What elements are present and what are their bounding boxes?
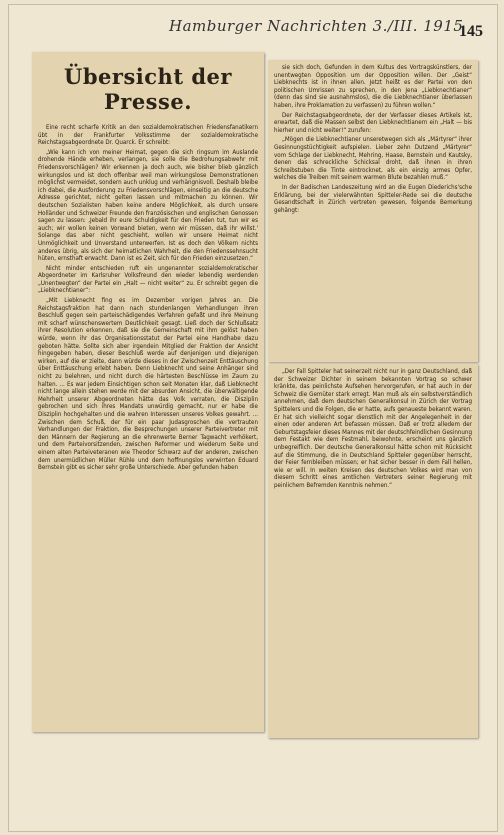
clipping-paragraph: „Mögen die Liebknechtianer unseretwegen sich als „Märtyrer“ ihrer Gesinnungstüchtigkeit aufspielen. Lieber zehn Dutzend „Märtyrer“ vom Schlage der Liebknecht, Mehring, Haase, Bernstein und Kautsky, denen das schreckliche Schicksal droht, daß ihnen in ihren Schreibstuben die Tinte eintrocknet, als ein einzig armes Opfer, welches die Treiben mit seinem warmen Blute bezahlen muß.“ bbox=[274, 136, 472, 182]
page-number: 145 bbox=[459, 23, 483, 40]
clipping-paragraph: „Mit Liebknecht fing es im Dezember vorigen Jahres an. Die Reichstagsfraktion hat dann nach stundenlangen Verhandlungen ihren Beschluß gegen sein parteischädigendes Verfahren gefaßt und ihre Meinung mit scharf wünschenswertem Deutlichkeit gesagt. Ließ doch der Schlußsatz ihrer Resolution erkennen, daß sie die Gemeinschaft mit ihm gelöst haben würde, wenn ihr das Organisationsstatut der Partei eine Handhabe dazu geboten hätte. Sollte sich aber irgendein Mitglied der Fraktion der Ansicht hingegeben haben, dieser Beschluß werde auf denjenigen und diejenigen wirken, auf die er zielte, dann würde dieses in der Zwischenzeit Enttäuschung über Enttäuschung erlebt haben. Denn Liebknecht und seine Anhänger sind nicht zu belehren, und nicht durch die härtesten Beschlüsse im Zaum zu halten. ... Es war jedem Einsichtigen schon seit Monaten klar, daß Liebknecht nicht lange allein stehen werde mit der absurden Ansicht, die überwältigende Mehrheit unserer Abgeordneten hätte das Volk verraten, die Disziplin gebrochen und sich ihres Mandats unwürdig gemacht, nur er habe die Disziplin hochgehalten und die wahren Interessen unseres Volkes gewahrt. ... Zwischen dem Schuß, der für ein paar Judasgroschen die vertrauten Verhandlungen der Fraktion, die Besprechungen unserer Parteivertreter mit den Männern der Regierung an die ehrenwerte Berner Tagwacht verhökert, und dem Parteivorsitzenden, zwischen Reformer und wiederum Seite und einem alten Parteiveteranen wie Theodor Schwarz auf der anderen, zwischen dem unermüdlichen Müller Rühle und dem hoffnungslos verwirrten Eduard Bernstein gibt es sicher sehr große Unterschiede. Aber gefunden haben bbox=[38, 297, 258, 472]
clipping-paragraph: „Der Fall Spitteler hat seinerzeit nicht nur in ganz Deutschland, daß der Schweizer Dichter in seinem bekannten Vortrag so schwer kränkte, das peinlichste Aufsehen hervorgerufen, er hat auch in der Schweiz die Gemüter stark erregt. Man muß als ein selbstverständlich annehmen, daß dem deutschen Generalkonsul in Zürich der Vortrag Spittelers und die Folgen, die er hatte, aufs genaueste bekannt waren. Er hat sich vielleicht sogar dienstlich mit der Angelegenheit in der einen oder anderen Art befassen müssen. Daß er trotz alledem der Geburtstagsfeier dieses Mannes mit der deutschfeindlichen Gesinnung dem Festakt wie dem Festmahl, beiwohnte, erscheint uns gänzlich unbegreiflich. Der deutsche Generalkonsul hätte schon mit Rücksicht auf die Stimmung, die in Deutschland Spitteler gegenüber herrscht, der Feier fernbleiben müssen; er hat sicher besser in dem Fall hellen, wie er will. In weiten Kreisen des deutschen Volkes wird man von diesem Schritt eines amtlichen Vertreters seiner Regierung mit peinlichem Befremden Kenntnis nehmen.“ bbox=[274, 368, 472, 489]
clipping-paragraph: Nicht minder entschieden ruft ein ungenannter sozialdemokratischer Abgeordneter im Karlsruher Volksfreund den wieder lebendig werdenden „Unentwegten“ der Partei ein „Halt — nicht weiter“ zu. Er schreibt gegen die „Liebknechtianer“: bbox=[38, 264, 258, 295]
clipping-paragraph: „Wie kann ich von meiner Heimat, gegen die sich ringsum im Auslande drohende Hände erheben, verlangen, sie solle die Bedrohungsabwehr mit Friedensvorschlägen? Wir erkennen ja doch auch, wie bisher blieb gänzlich wirkungslos und ist doch offenbar weil man wirkungslose Demonstrationen möglichst vermeidet, sondern auch unklug und verhängnisvoll. Deshalb bleibe ich dabei, die Ausforderung zu Friedensvorschlägen, einseitig an die deutsche Adresse gerichtet, nicht gelten lassen und mitmachen zu können. Wir deutschen Sozialisten haben keine andere Möglichkeit, als durch unsere Holländer und Schweizer Freunde den französischen und englischen Genossen sagen zu lassen: ‚Jebald ihr eure Schuldigkeit für den Frieden tut, tun wir es auch; wir wollen keinen Vorwand bieten, wenn wir müssen, daß ihr willst.' Solange das aber nicht geschieht, wollen wir unsere Heimat nicht Unmöglichkeit und Unverstand unterwerfen. Ist es doch den Völkern nichts anderes übrig, als sich der heimatlichen Wahrheit, die den Friedenssehnsucht hüten, ernsthaft erwacht. Dann ist es Zeit, sich für den Frieden einzusetzen.“ bbox=[38, 148, 258, 263]
clipping-headline: Übersicht der Presse. bbox=[64, 64, 232, 114]
clipping-paragraph: Eine recht scharfe Kritik an den sozialdemokratischen Friedensfanatikern übt in der Frankfurter Volksstimme der sozialdemokratische Reichstagsabgeordnete Dr. Quarck. Er schreibt: bbox=[38, 124, 258, 147]
clipping-paragraph: sie sich doch, Gefunden in dem Kultus des Vortragskünstlers, der unentwegten Opposition um der Opposition willen. Der „Geist“ Liebknechts ist in ihnen allen. Jetzt heißt es der Partei von den politischen Umrissen zu sprechen, in den Jena „Liebknechtianer“ (denn das sind sie ausnahmslos), die die Liebknechtianer überlassen haben, ihre Proklamation zu verfassen) zu führen wollen.“ bbox=[274, 64, 472, 109]
newspaper-clipping-right-bottom bbox=[268, 364, 478, 738]
clipping-paragraph: Der Reichstagsabgeordnete, der der Verfasser dieses Artikels ist, erwartet, daß die Massen selbst den Liebknechtianern ein „Halt — bis hierher und nicht weiter!“ zurufen: bbox=[274, 111, 472, 134]
newspaper-clipping-left bbox=[32, 52, 264, 732]
handwritten-source-note: Hamburger Nachrichten 3./III. 1915 bbox=[169, 17, 464, 35]
clipping-paragraph: In der Badischen Landeszeitung wird an die Eugen Diederichs'sche Erklärung, bei der vielerwähnten Spitteler-Rede sei die deutsche Gesandtschaft in Zürich vertreten gewesen, folgende Bemerkung gehängt: bbox=[274, 183, 472, 214]
newspaper-clipping-right-top bbox=[268, 60, 478, 362]
